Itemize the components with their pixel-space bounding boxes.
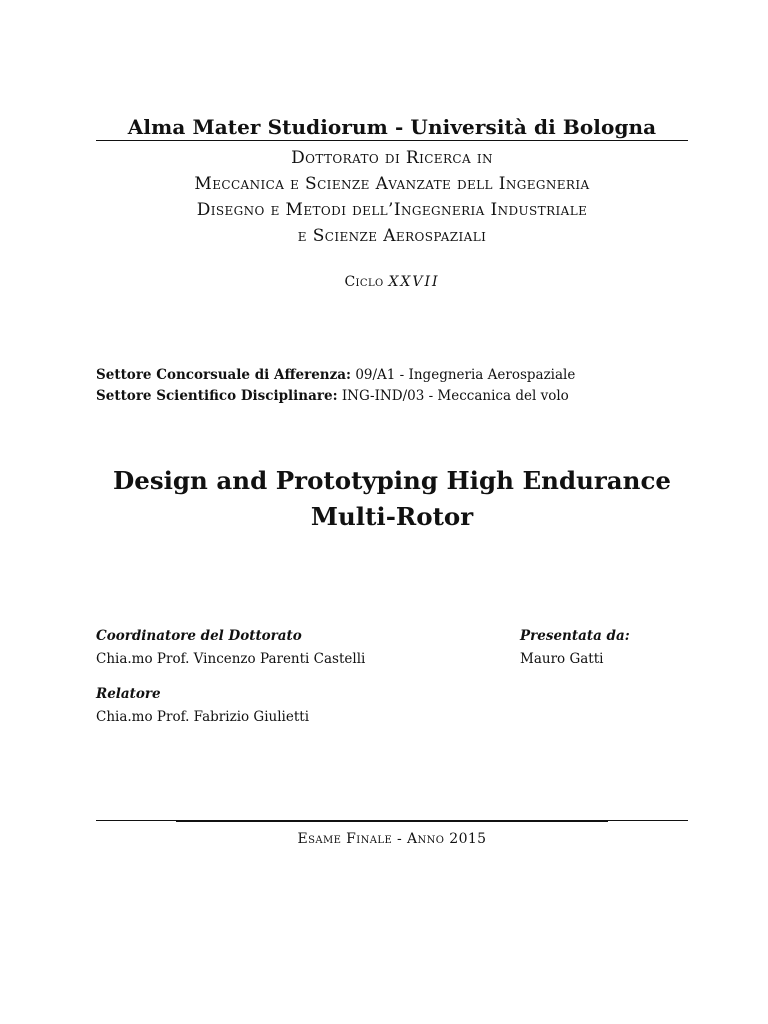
- supervisor-role: Relatore: [96, 686, 161, 702]
- university-name: Alma Mater Studiorum - Università di Bologna: [127, 115, 657, 139]
- competition-sector-label: Settore Concorsuale di Afferenza:: [96, 367, 352, 383]
- footer-rule-thick: [176, 820, 608, 822]
- program-line-2: Meccanica e Scienze Avanzate dell Ingegneria: [194, 174, 590, 194]
- coordinator-role: Coordinatore del Dottorato: [96, 628, 302, 644]
- coordinator-name: Chia.mo Prof. Vincenzo Parenti Castelli: [96, 651, 366, 667]
- cycle-label: Ciclo: [344, 274, 384, 290]
- scientific-sector-value: ING-IND/03 - Meccanica del volo: [337, 388, 569, 404]
- competition-sector-value: 09/A1 - Ingegneria Aerospaziale: [351, 367, 576, 383]
- presenter-name: Mauro Gatti: [520, 651, 604, 667]
- cycle-number: XXVII: [388, 274, 440, 290]
- program-line-1: Dottorato di Ricerca in: [291, 148, 493, 168]
- thesis-title-line-2: Multi-Rotor: [310, 502, 474, 531]
- program-line-3: Disegno e Metodi dell’Ingegneria Industriale: [196, 200, 588, 220]
- supervisor-name: Chia.mo Prof. Fabrizio Giulietti: [96, 709, 310, 725]
- thesis-title: [96, 463, 688, 535]
- scientific-sector-label: Settore Scientifico Disciplinare:: [96, 388, 338, 404]
- doctoral-cycle: [96, 270, 688, 294]
- competition-sector: [96, 365, 575, 385]
- final-exam: [96, 828, 688, 850]
- final-exam-label: Esame Finale - Anno: [297, 831, 445, 847]
- presenter-role: Presentata da:: [520, 628, 630, 644]
- thesis-title-line-1: Design and Prototyping High Endurance: [112, 466, 671, 495]
- program-line-4: e Scienze Aerospaziali: [297, 226, 487, 246]
- header-rule: [96, 140, 688, 141]
- final-exam-year: 2015: [449, 831, 487, 847]
- scientific-sector: [96, 386, 569, 406]
